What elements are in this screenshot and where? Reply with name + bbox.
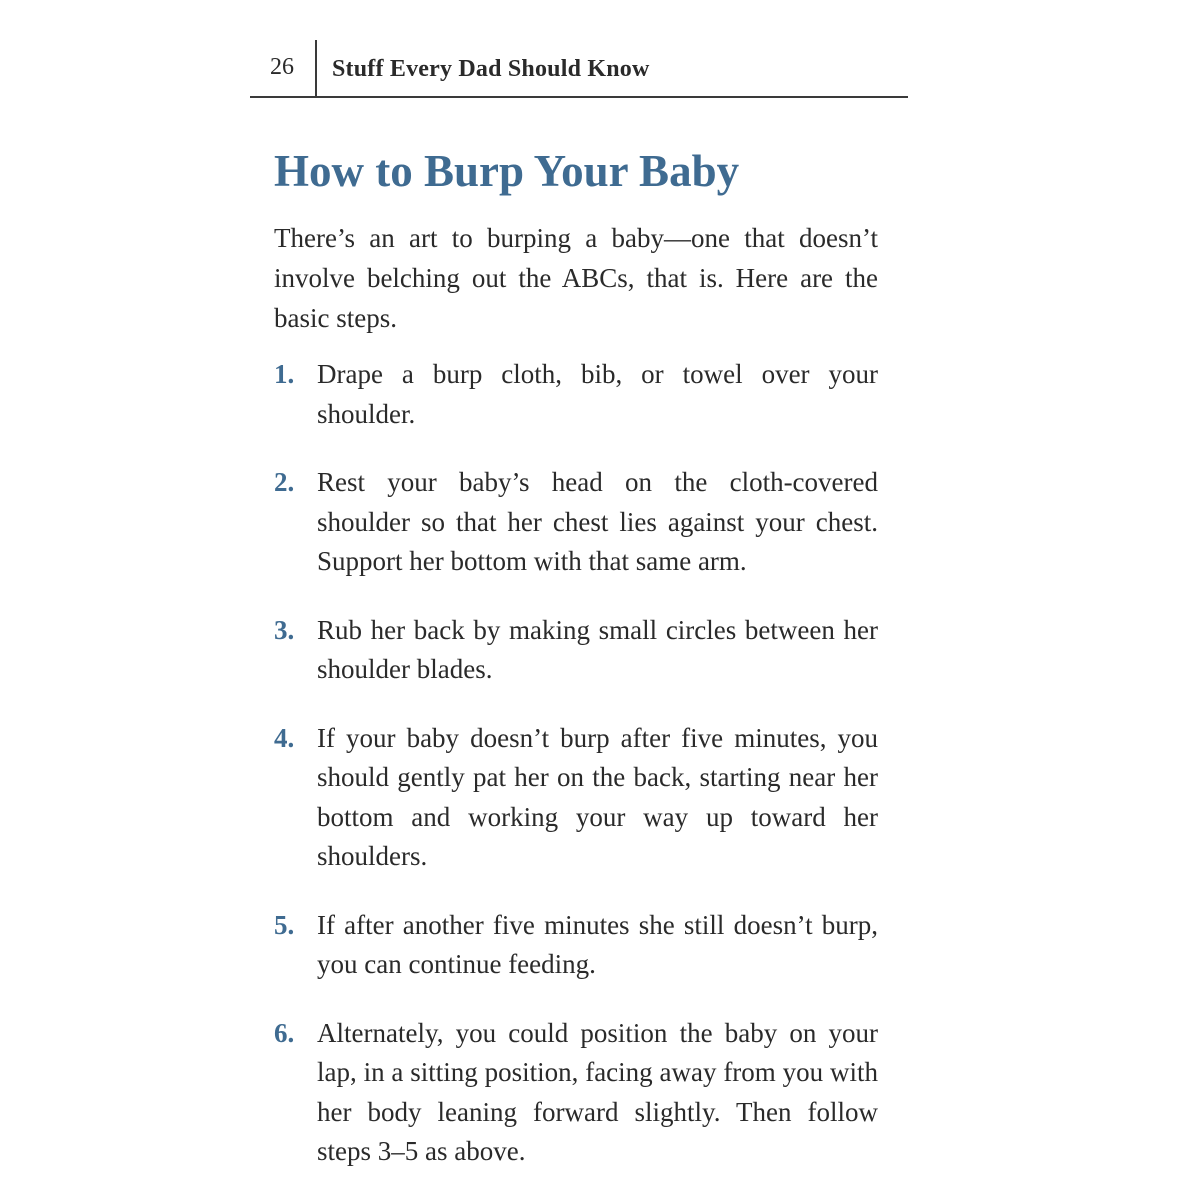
book-title: Stuff Every Dad Should Know: [332, 56, 650, 82]
step-number: 1.: [274, 359, 295, 389]
step-number: 4.: [274, 722, 295, 753]
header-divider: [315, 40, 317, 96]
step-text: Drape a burp cloth, bib, or towel over your shoulder.: [317, 359, 878, 429]
step-item: [274, 355, 878, 434]
running-head: [250, 40, 908, 98]
step-item: [274, 463, 878, 582]
steps-list: [274, 355, 878, 1201]
step-item: [274, 719, 878, 877]
intro-paragraph: There’s an art to burping a baby—one that doesn’t involve belching out the ABCs, that is. Here are the basic steps.: [274, 223, 878, 333]
step-item: [274, 906, 878, 985]
step-number: 2.: [274, 467, 295, 497]
step-text: If after another five minutes she still doesn’t burp, you can continue feeding.: [317, 909, 878, 979]
step-number: 5.: [274, 909, 295, 940]
step-text: Alternately, you could position the baby on your lap, in a sitting position, facing away from you with her body leaning forward slightly. Then follow steps 3–5 as above.: [317, 1017, 878, 1166]
step-number: 6.: [274, 1017, 295, 1048]
step-item: [274, 611, 878, 690]
article-title: How to Burp Your Baby: [274, 146, 740, 196]
step-item: [274, 1014, 878, 1172]
page-number: 26: [270, 54, 294, 80]
step-number: 3.: [274, 614, 295, 645]
step-text: Rub her back by making small circles between her shoulder blades.: [317, 614, 878, 684]
step-text: Rest your baby’s head on the cloth-covered shoulder so that her chest lies against your chest. Support her bottom with that same arm.: [317, 467, 878, 576]
step-text: If your baby doesn’t burp after five minutes, you should gently pat her on the back, starting near her bottom and working your way up toward her shoulders.: [317, 722, 878, 871]
